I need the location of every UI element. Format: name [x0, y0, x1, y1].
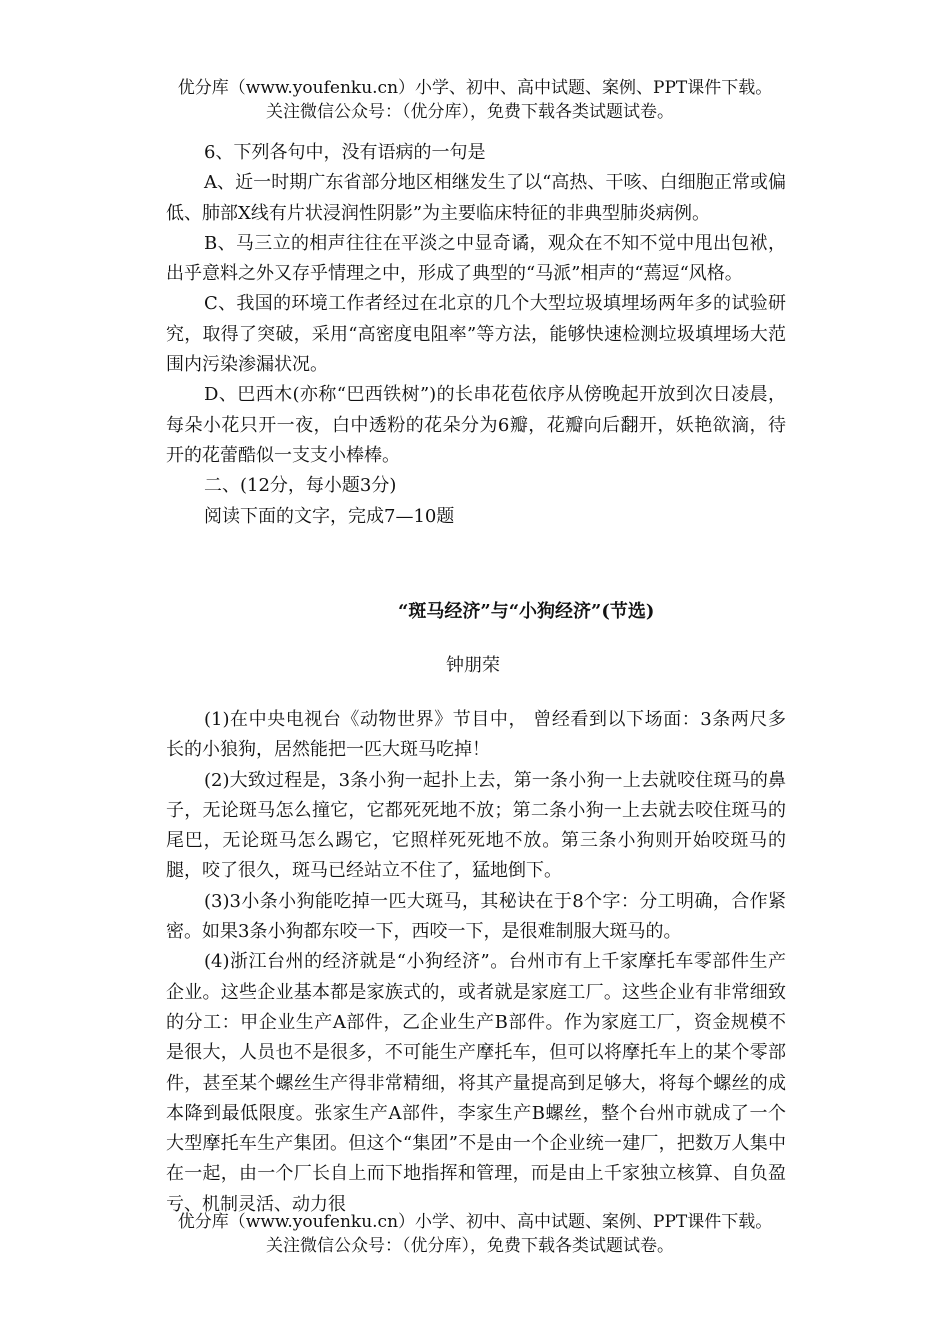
page-header: [0, 76, 950, 124]
question-6-stem: 6、下列各句中，没有语病的一句是: [204, 142, 486, 163]
question-6-option-d: D、巴西木(亦称“巴西铁树”)的长串花苞依序从傍晚起开放到次日凌晨，每朵小花只开一夜，白中透粉的花朵分为6瓣，花瓣向后翻开，妖艳欲滴，待开的花蕾酷似一支支小棒棒。: [166, 384, 786, 466]
article-body: [166, 705, 786, 1220]
article-title: “斑马经济”与“小狗经济”(节选): [398, 601, 655, 622]
question-6-option-c: C、我国的环境工作者经过在北京的几个大型垃圾填埋场两年多的试验研究，取得了突破，采用“高密度电阻率”等方法，能够快速检测垃圾填埋场大范围内污染渗漏状况。: [166, 293, 786, 376]
section-2-heading: 二、(12分，每小题3分): [204, 475, 397, 497]
article-paragraph-4: (4)浙江台州的经济就是“小狗经济”。台州市有上千家摩托车零部件生产企业。这些企业基本都是家族式的，或者就是家庭工厂。这些企业有非常细致的分工：甲企业生产A部件，乙企业生产B部件。作为家庭工厂，资金规模不是很大，人员也不是很多，不可能生产摩托车，但可以将摩托车上的某个零部件，甚至某个螺丝生产得非常精细，将其产量提高到足够大，将每个螺丝的成本降到最低限度。张家生产A部件，李家生产B螺丝，整个台州市就成了一个大型摩托车生产集团。但这个“集团”不是由一个企业统一建厂，把数万人集中在一起，由一个厂长自上而下地指挥和管理，而是由上千家独立核算、自负盈亏、机制灵活、动力很: [166, 951, 786, 1215]
article-paragraph-2: (2)大致过程是，3条小狗一起扑上去，第一条小狗一上去就咬住斑马的鼻子，无论斑马怎么撞它，它都死死地不放；第二条小狗一上去就去咬住斑马的尾巴，无论斑马怎么踢它，它照样死死地不放。第三条小狗则开始咬斑马的腿，咬了很久，斑马已经站立不住了，猛地倒下。: [166, 769, 786, 882]
question-6-option-b: B、马三立的相声往往在平淡之中显奇谲，观众在不知不觉中甩出包袱，出乎意料之外又存乎情理之中，形成了典型的“马派”相声的“蔫逗“风格。: [166, 232, 786, 285]
article-author: 钟朋荣: [446, 655, 500, 676]
question-6-block: [166, 138, 786, 532]
header-line-2: 关注微信公众号：（优分库），免费下载各类试题试卷。: [266, 102, 674, 122]
article-paragraph-1: (1)在中央电视台《动物世界》节目中， 曾经看到以下场面：3条两尺多长的小狼狗，居然能把一匹大斑马吃掉！: [166, 709, 786, 761]
footer-line-1: 优分库（www.youfenku.cn）小学、初中、高中试题、案例、PPT课件下载。: [177, 1212, 773, 1232]
page-footer: [0, 1210, 950, 1258]
article-paragraph-3: (3)3小条小狗能吃掉一匹大斑马，其秘诀在于8个字：分工明确，合作紧密。如果3条小狗都东咬一下，西咬一下，是很难制服大斑马的。: [166, 890, 786, 943]
header-line-1: 优分库（www.youfenku.cn）小学、初中、高中试题、案例、PPT课件下载。: [177, 78, 773, 98]
question-6-option-a: A、近一时期广东省部分地区相继发生了以“高热、干咳、白细胞正常或偏低、肺部X线有片状浸润性阴影”为主要临床特征的非典型肺炎病例。: [166, 172, 786, 224]
footer-line-2: 关注微信公众号：（优分库），免费下载各类试题试卷。: [266, 1236, 674, 1256]
section-2-instruction: 阅读下面的文字，完成7—10题: [204, 505, 455, 527]
